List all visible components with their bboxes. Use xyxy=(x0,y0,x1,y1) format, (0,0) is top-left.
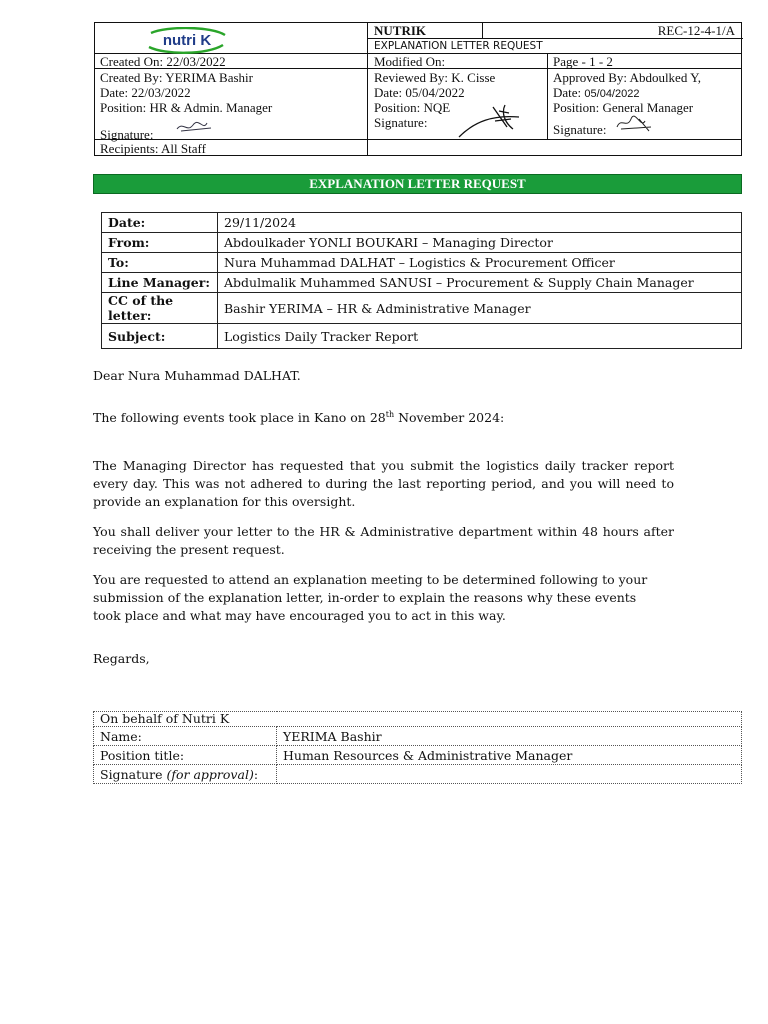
creator-signature-label: Signature: xyxy=(100,127,154,142)
approval-row-name xyxy=(94,727,742,746)
reviewer-position: Position: NQE xyxy=(374,100,451,115)
info-value: Nura Muhammad DALHAT – Logistics & Procurement Officer xyxy=(218,253,742,273)
info-label: CC of the letter: xyxy=(102,293,218,324)
position-value: Human Resources & Administrative Manager xyxy=(277,746,742,765)
info-value: Bashir YERIMA – HR & Administrative Manager xyxy=(218,293,742,324)
logo-text: nutri K xyxy=(162,32,212,49)
approved-by: Approved By: Abdoulked Y, xyxy=(553,70,702,85)
header-divider xyxy=(367,23,368,155)
reviewer-signature-label: Signature: xyxy=(374,115,428,130)
approval-row-position xyxy=(94,746,742,765)
nutrik-logo xyxy=(145,27,229,55)
paragraph-meeting: You are requested to attend an explanation meeting to be determined following to your submission of the explanation letter, in-order to explain the reasons why these events took place and what may have encouraged you to act in this way. xyxy=(93,572,648,623)
modified-on: Modified On: xyxy=(374,54,446,69)
info-label: Line Manager: xyxy=(102,273,218,293)
paragraph-deadline: You shall deliver your letter to the HR & Administrative department within 48 hours after receiving the present request. xyxy=(93,524,674,557)
info-row-from xyxy=(102,233,742,253)
created-by: Created By: YERIMA Bashir xyxy=(100,70,253,85)
info-row-date xyxy=(102,213,742,233)
regards: Regards, xyxy=(93,651,150,666)
page-number: Page - 1 - 2 xyxy=(553,54,613,69)
approver-signature-label: Signature: xyxy=(553,122,607,137)
reviewed-by: Reviewed By: K. Cisse xyxy=(374,70,496,85)
paragraph-request: The Managing Director has requested that you submit the logistics daily tracker report every day. This was not adhered to during the last reporting period, and you will need to provide an explanation for this oversight. xyxy=(93,458,674,509)
info-value: Abdoulkader YONLI BOUKARI – Managing Director xyxy=(218,233,742,253)
name-value: YERIMA Bashir xyxy=(277,727,742,746)
header-divider xyxy=(482,23,483,38)
info-value: Abdulmalik Muhammed SANUSI – Procurement & Supply Chain Manager xyxy=(218,273,742,293)
info-row-line-manager xyxy=(102,273,742,293)
reviewer-signature xyxy=(455,103,525,141)
letter-info-table xyxy=(101,212,742,349)
approved-date: Date: 05/04/2022 xyxy=(553,85,640,100)
info-row-to xyxy=(102,253,742,273)
info-label: Subject: xyxy=(102,324,218,349)
info-value: 29/11/2024 xyxy=(218,213,742,233)
reviewed-date: Date: 05/04/2022 xyxy=(374,85,465,100)
on-behalf-label: On behalf of Nutri K xyxy=(94,712,742,727)
info-label: To: xyxy=(102,253,218,273)
doc-code: REC-12-4-1/A xyxy=(657,23,735,38)
recipients: Recipients: All Staff xyxy=(100,141,206,156)
created-on: Created On: 22/03/2022 xyxy=(100,54,226,69)
info-row-cc xyxy=(102,293,742,324)
approval-row-signature xyxy=(94,765,742,784)
signature-label: Signature (for approval): xyxy=(94,765,277,784)
document-header xyxy=(94,22,742,156)
approver-signature xyxy=(615,115,655,133)
greeting: Dear Nura Muhammad DALHAT. xyxy=(93,368,301,383)
info-value: Logistics Daily Tracker Report xyxy=(218,324,742,349)
info-label: Date: xyxy=(102,213,218,233)
header-divider xyxy=(95,139,741,140)
creator-position: Position: HR & Admin. Manager xyxy=(100,100,273,115)
info-label: From: xyxy=(102,233,218,253)
signature-field[interactable] xyxy=(277,765,742,784)
name-label: Name: xyxy=(94,727,277,746)
header-divider xyxy=(547,53,548,139)
events-intro: The following events took place in Kano on 28th November 2024: xyxy=(93,410,505,425)
document-title: EXPLANATION LETTER REQUEST xyxy=(93,174,742,194)
info-row-subject xyxy=(102,324,742,349)
approval-row-behalf xyxy=(94,712,742,727)
creator-signature xyxy=(175,119,215,135)
doc-type: EXPLANATION LETTER REQUEST xyxy=(374,40,543,52)
position-label: Position title: xyxy=(94,746,277,765)
created-date: Date: 22/03/2022 xyxy=(100,85,191,100)
company-name: NUTRIK xyxy=(374,23,427,38)
approval-table xyxy=(93,711,742,784)
approver-position: Position: General Manager xyxy=(553,100,694,115)
